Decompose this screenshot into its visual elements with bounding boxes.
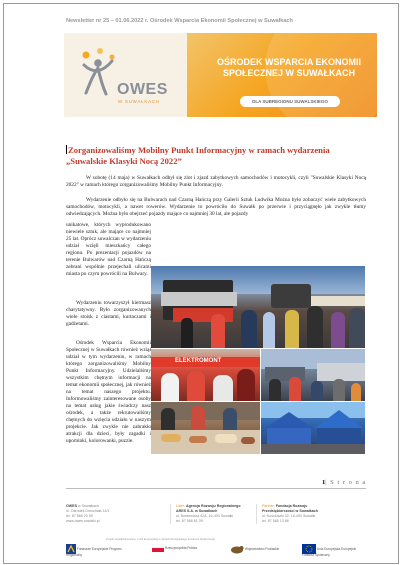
stand-banner-text: ELEKTROMONT [175,358,222,364]
footer-owes-name-rest: w Suwałkach [76,504,99,508]
logo-text: OWES [117,81,168,98]
article-title [66,145,366,167]
photo-crowd [261,349,365,401]
banner-title: OŚRODEK WSPARCIA EKONOMII SPOŁECZNEJ W SUWAŁKACH [216,57,361,78]
eu-logo-text: Unia Europejska Europejski Fundusz Społeczny [302,546,357,557]
photo-stand [151,349,260,401]
page-number-value: 1 [322,479,326,486]
eu-logo [302,544,366,556]
newsletter-page [3,3,399,564]
paragraph-1: W sobotę (14 maja) w Suwałkach odbył się zlot i zjazd zabytkowych samochodów i motocykli, czyli "Suwalskie Klasyki Nocą 2022" w ramach którego zorganizowaliśmy Mobilny Punkt Informacyjny. [66,175,366,188]
footer-divider [66,488,366,489]
fe-logo [66,544,126,556]
footer-separator [170,504,171,524]
page-label: | S t r o n a [325,479,367,486]
bison-icon [230,544,244,554]
footer-partner-name: Fundacja Rozwoju [275,504,308,508]
paragraph-4: Wydarzeniu towarzyszył kiermasz charytatywny. Było zorganizowanych wiele stoisk z ciastami, kurtaczami i gadżetami. [66,300,151,327]
footer-partner-label: Partner: [262,504,275,508]
footer-lider-name-2: ARES S.A. w Suwałkach [176,509,218,513]
rp-logo [152,544,200,556]
podlaskie-logo [230,544,280,556]
footer-partner-line: ul. Kościuszki 32, 16-400 Suwałki [262,514,316,518]
footer-lider [176,504,276,524]
footer-owes-name: OWES [66,504,77,508]
newsletter-header: Newsletter nr 25 – 01.06.2022 r. Ośrodek Wsparcia Ekonomii Społecznej w Suwałkach [66,18,293,24]
paragraph-5: Ośrodek Wsparcia Ekonomii Społecznej w Suwałkach również wziął udział w tym wydarzeniu, w ramach którego zorganizowaliśmy Mobilny Punkt Informacyjny. Udzielaliśmy wszystkim chętnym informacji na temat ekonomii społecznej, jak również na temat naszego projektu. Informowaliśmy zainteresowane osoby na temat usług jakie świadczy nasz ośrodek, a także rekrutowaliśmy chętnych do wzięcia udziału w naszym projekcie. Jak zwykle nie zabrakło atrakcji dla dzieci, były zagadki i upominki, kolorowanki, puzzle. [66,340,151,444]
owes-banner [64,33,377,117]
eu-small-print: Projekt współfinansowany z Unii Europejskiej w ramach Europejskiego Funduszu Społecznego [106,538,215,541]
logo-subtitle: W SUWAŁKACH [118,99,160,104]
footer-owes-line: ul. Ośrodek Dmochała 14/1 [66,509,110,513]
footer-lider-line: tel. 87 566 61 09 [176,519,203,523]
funding-logos [66,544,366,558]
footer-partner [262,504,367,524]
article-title-text: Zorganizowaliśmy Mobilny Punkt Informacyjny w ramach wydarzenia „Suwalskie Klasyki Nocą 2022” [66,145,330,166]
paragraph-3: unikatowe, których wyprodukowano niewiele sztuk, ale mające co najmniej 25 lat. Oprócz suwalczan w wydarzeniu udział wzięli mieszkańcy całego regionu. Po prezentacji pojazdów na terenie Bulwarów nad Czarną Hańczą zebrani wspólnie przejechali ulicami miasta po czym powrócili na Bulwary. [66,222,151,277]
footer-owes-link[interactable]: www.owes.suwalki.pl [66,519,100,523]
podlaskie-logo-text: Województwo Podlaskie [244,546,280,551]
page-number [322,479,366,486]
paragraph-2: Wydarzenie odbyło się na Bulwarach nad Czarną Hańczą przy Galerii Sztuk Ludwika Można było zobaczyć wiele zabytkowych samochodów, motocykli, a nawet rowerów. Wydarzenie to powróciło do Suwałk po przerwie i przyciągnęło jak zwykle tłumy odwiedzających. Można było obejrzeć pojazdy mające co najmniej 30 lat, ale pojazdy [66,197,366,217]
footer-owes-line: tel. 87 566 20 59 [66,514,93,518]
owes-logo-icon [76,47,120,107]
polish-flag-icon [152,544,164,552]
footer-owes [66,504,156,524]
footer-separator [256,504,257,524]
photo-table [151,402,260,454]
banner-region-pill: DLA SUBREGIONU SUWALSKIEGO [240,96,340,107]
footer-lider-label: Lider: [176,504,185,508]
footer-lider-name: Agencja Rozwoju Regionalnego [186,504,241,508]
text-cursor [66,145,67,154]
fe-logo-text: Fundusze Europejskie Program Regionalny [66,546,122,557]
photo-main [151,266,365,348]
footer-lider-line: ul. Noniewicza 42A, 16-400 Suwałki [176,514,234,518]
photo-tents [261,402,365,454]
footer-partner-line: tel. 87 565 13 86 [262,519,289,523]
rp-logo-text: Rzeczpospolita Polska [164,545,197,550]
footer-partner-name-2: Przedsiębiorczości w Suwałkach [262,509,318,513]
